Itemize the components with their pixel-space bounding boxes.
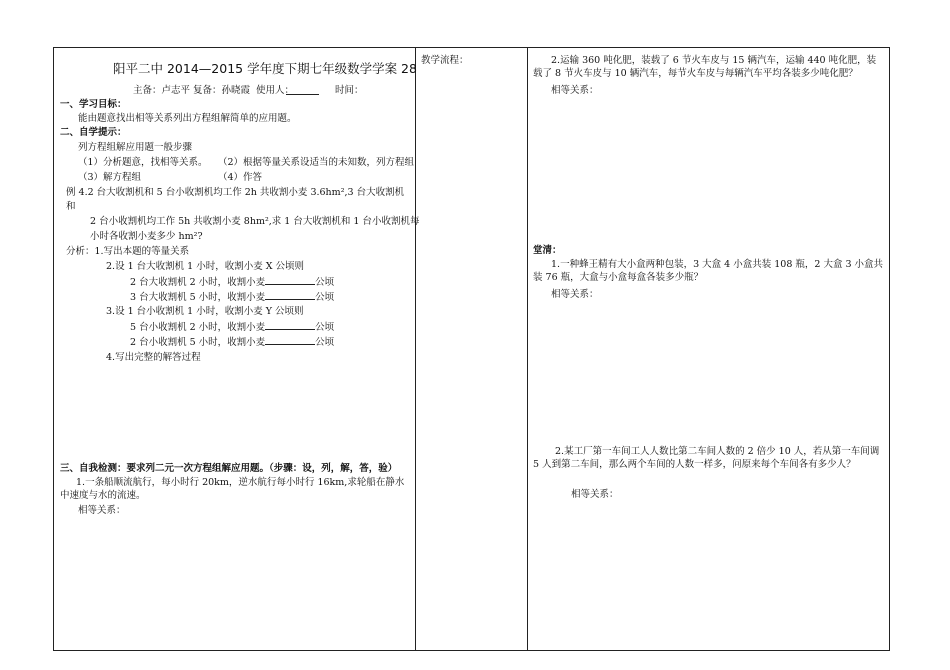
meta-authors: 主备：卢志平 复备：孙晓霞	[133, 85, 251, 96]
tangqing-question-1-equation-label: 相等关系：	[551, 289, 599, 300]
analysis-3-line-2: 2 台小收割机 5 小时，收割小麦 公顷	[130, 337, 335, 348]
self-check-equation-label: 相等关系：	[78, 505, 126, 516]
meta-user-blank	[286, 85, 319, 95]
tangqing-question-1: 1.一种蜂王精有大小盒两种包装，3 大盒 4 小盒共装 108 瓶，2 大盒 3 小盒共装 76 瓶，大盒与小盒每盒各装多少瓶？	[533, 259, 884, 283]
example-line-3: 2 台小收割机均工作 5h 共收割小麦 8hm²,求 1 台大收割机和 1 台小收割机每	[90, 216, 420, 227]
section1-heading: 一、学习目标：	[60, 99, 127, 110]
analysis-2-line-2: 3 台大收割机 5 小时，收割小麦 公顷	[130, 292, 335, 303]
step-4: （4）作答	[218, 172, 263, 183]
analysis-step-3: 3.设 1 台小收割机 1 小时，收割小麦 Y 公顷则	[106, 306, 304, 317]
example-line-2: 和	[66, 201, 76, 212]
meta-user-label: 使用人：	[256, 85, 295, 96]
question-2-equation-label: 相等关系：	[551, 85, 599, 96]
tangqing-question-2: 2.某工厂第一车间工人人数比第二车间人数的 2 倍少 10 人，若从第一车间调 5 人到第二车间，那么两个车间的人数一样多，问原来每个车间各有多少人？	[533, 446, 880, 470]
answer-blank[interactable]	[265, 290, 315, 300]
section1-text: 能由题意找出相等关系列出方程组解简单的应用题。	[78, 113, 297, 124]
section3-heading: 三、自我检测：要求列二元一次方程组解应用题。（步骤：设，列，解，答，验）	[60, 463, 398, 474]
page-title: 阳平二中 2014—2015 学年度下期七年级数学学案 28	[113, 61, 417, 76]
teaching-process-header: 教学流程：	[421, 55, 469, 66]
tangqing-heading: 堂清：	[533, 245, 562, 256]
self-check-question-1: 1.一条船顺流航行，每小时行 20km，逆水航行每小时行 16km,求轮船在静水中速度与水的流速。	[60, 477, 405, 501]
meta-time-label: 时间：	[335, 85, 364, 96]
analysis-step-4: 4.写出完整的解答过程	[106, 352, 201, 363]
step-1: （1）分析题意，找相等关系。	[78, 157, 208, 168]
example-line-1: 例 4.2 台大收割机和 5 台小收割机均工作 2h 共收割小麦 3.6hm²,3 台大收割机	[66, 187, 405, 198]
step-3: （3）解方程组	[78, 172, 142, 183]
answer-blank[interactable]	[265, 275, 315, 285]
answer-blank[interactable]	[265, 335, 315, 345]
worksheet-frame	[53, 47, 890, 651]
step-2: （2）根据等量关系设适当的未知数，列方程组	[218, 157, 415, 168]
example-line-4: 小时各收割小麦多少 hm²?	[90, 231, 203, 242]
section2-heading: 二、自学提示：	[60, 127, 127, 138]
question-2: 2.运输 360 吨化肥，装载了 6 节火车皮与 15 辆汽车，运输 440 吨化肥，装载了 8 节火车皮与 10 辆汽车，每节火车皮与每辆汽车平均各装多少吨化肥？	[533, 55, 877, 79]
analysis-2-line-1: 2 台大收割机 2 小时，收割小麦 公顷	[130, 277, 335, 288]
analysis-heading: 分析：1.写出本题的等量关系	[66, 246, 190, 257]
tangqing-question-2-equation-label: 相等关系：	[571, 489, 619, 500]
analysis-step-2: 2.设 1 台大收割机 1 小时，收割小麦 X 公顷则	[106, 261, 305, 272]
column-divider-right	[527, 47, 528, 651]
analysis-3-line-1: 5 台小收割机 2 小时，收割小麦 公顷	[130, 322, 335, 333]
answer-blank[interactable]	[265, 320, 315, 330]
steps-intro: 列方程组解应用题一般步骤	[78, 142, 193, 153]
column-divider-left	[415, 47, 416, 651]
